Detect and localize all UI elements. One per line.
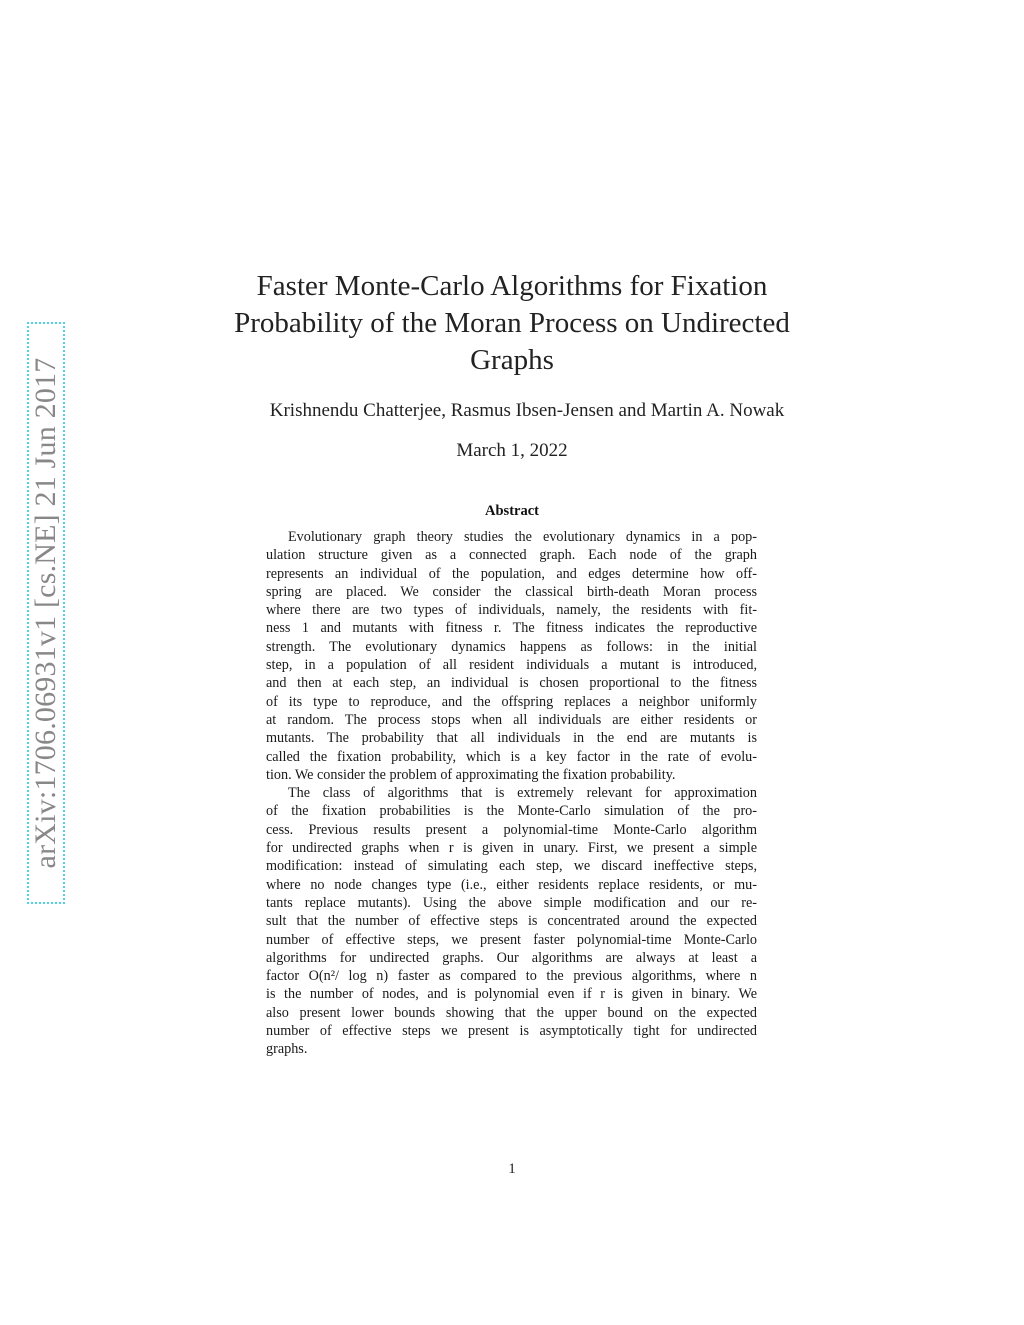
abstract-line: The class of algorithms that is extremely relevant for approximation	[288, 785, 757, 802]
abstract-line: at random. The process stops when all individuals are either residents or	[266, 711, 757, 728]
abstract-line: where no node changes type (i.e., either residents replace residents, or mu-	[266, 876, 757, 893]
abstract-heading: Abstract	[485, 503, 539, 519]
page-number: 1	[508, 1161, 516, 1177]
abstract-line: number of effective steps, we present faster polynomial-time Monte-Carlo	[266, 931, 757, 948]
abstract-line: tants replace mutants). Using the above simple modification and our re-	[266, 894, 757, 911]
abstract-line: where there are two types of individuals, namely, the residents with fit-	[266, 602, 757, 619]
abstract-line: algorithms for undirected graphs. Our algorithms are always at least a	[266, 949, 757, 966]
paper-title	[0, 268, 1024, 379]
abstract-line: Evolutionary graph theory studies the evolutionary dynamics in a pop-	[288, 529, 757, 545]
abstract-line: strength. The evolutionary dynamics happens as follows: in the initial	[266, 638, 757, 655]
abstract-line: represents an individual of the population, and edges determine how off-	[266, 565, 757, 582]
paper-authors: Krishnendu Chatterjee, Rasmus Ibsen-Jensen and Martin A. Nowak	[269, 400, 785, 421]
paper-date: March 1, 2022	[456, 440, 568, 461]
abstract-body	[266, 528, 757, 1059]
abstract-line: of its type to reproduce, and the offspring replaces a neighbor uniformly	[266, 693, 757, 710]
abstract-line: number of effective steps we present is asymptotically tight for undirected	[266, 1023, 757, 1040]
title-line: Probability of the Moran Process on Undirected	[234, 307, 790, 339]
abstract-line: mutants. The probability that all individuals in the end are mutants is	[266, 730, 757, 747]
abstract-line: ulation structure given as a connected graph. Each node of the graph	[266, 547, 757, 564]
title-line: Faster Monte-Carlo Algorithms for Fixation	[256, 270, 768, 302]
abstract-line: and then at each step, an individual is chosen proportional to the fitness	[266, 675, 757, 692]
abstract-line: graphs.	[266, 1041, 308, 1058]
abstract-line: sult that the number of effective steps is concentrated around the expected	[266, 913, 757, 930]
abstract-line: cess. Previous results present a polynomial-time Monte-Carlo algorithm	[266, 821, 757, 838]
arxiv-identifier: arXiv:1706.06931v1 [cs.NE] 21 Jun 2017	[29, 357, 62, 869]
abstract-line: factor O(n²/ log n) faster as compared to the previous algorithms, where n	[266, 968, 757, 985]
abstract-line: called the fixation probability, which is a key factor in the rate of evolu-	[266, 748, 757, 765]
abstract-line: modification: instead of simulating each step, we discard ineffective steps,	[266, 858, 757, 875]
abstract-line: ness 1 and mutants with fitness r. The fitness indicates the reproductive	[266, 620, 757, 637]
abstract-line: for undirected graphs when r is given in unary. First, we present a simple	[266, 840, 757, 857]
abstract-line: spring are placed. We consider the classical birth-death Moran process	[266, 583, 757, 600]
abstract-line: of the fixation probabilities is the Monte-Carlo simulation of the pro-	[266, 803, 757, 820]
abstract-line: is the number of nodes, and is polynomial even if r is given in binary. We	[266, 986, 757, 1003]
abstract-line: tion. We consider the problem of approximating the fixation probability.	[266, 766, 676, 783]
abstract-line: also present lower bounds showing that the upper bound on the expected	[266, 1004, 757, 1021]
title-line: Graphs	[470, 344, 554, 376]
abstract-line: step, in a population of all resident individuals a mutant is introduced,	[266, 657, 757, 674]
